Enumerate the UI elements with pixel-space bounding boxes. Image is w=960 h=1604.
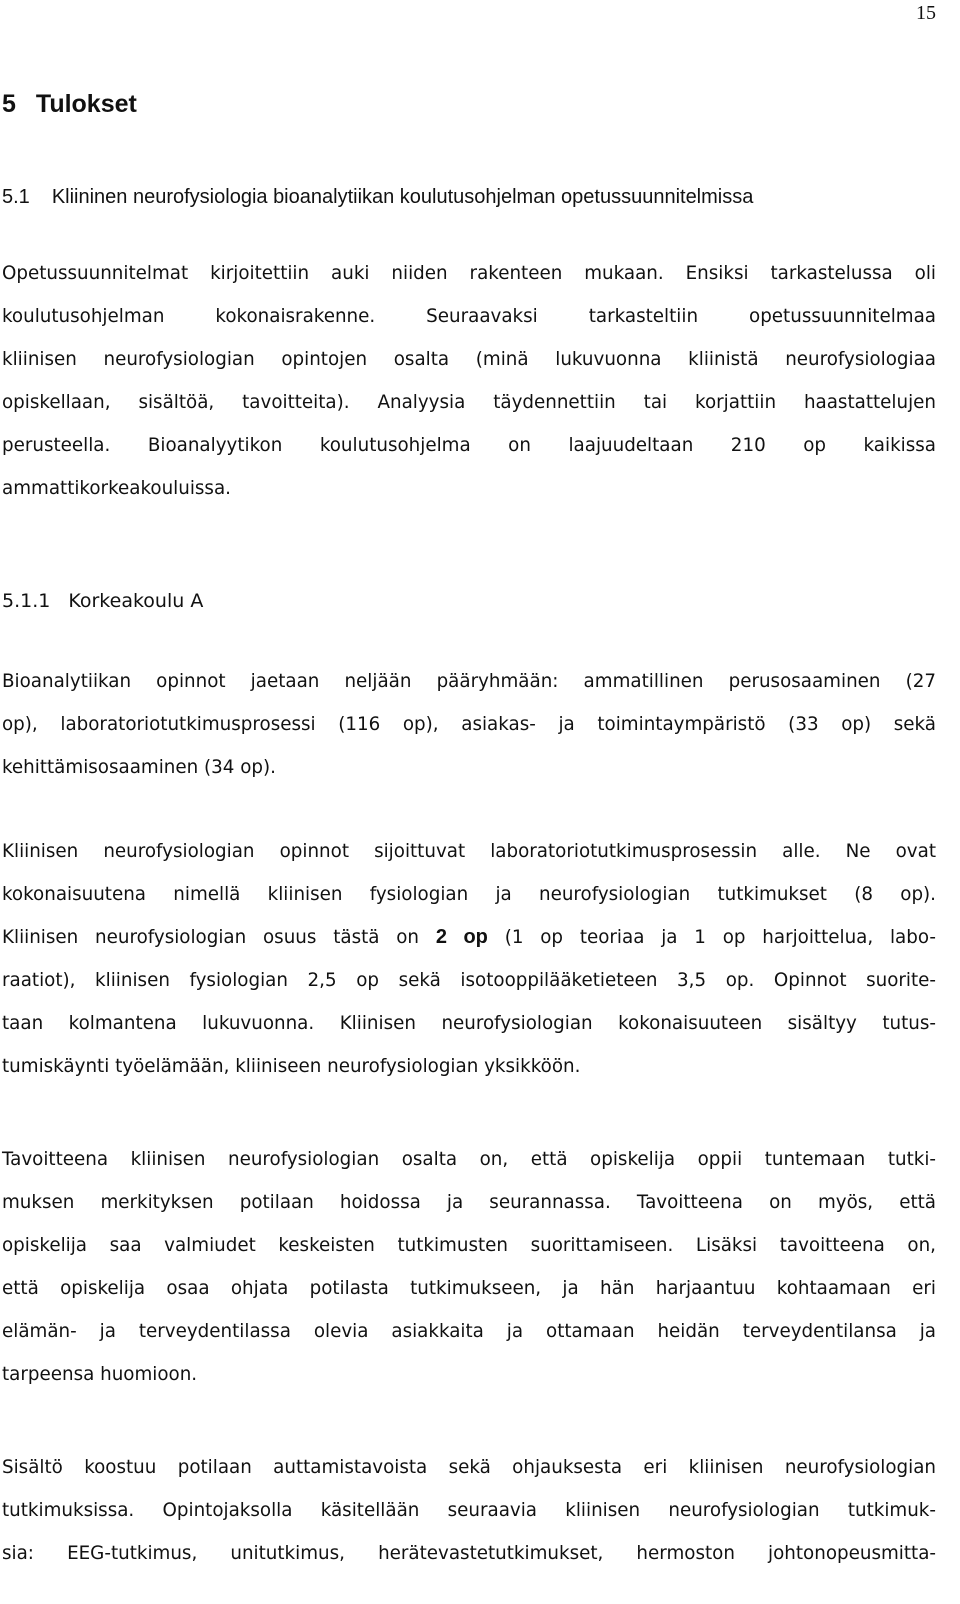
text-line: sia: EEG-tutkimus, unitutkimus, herätevastetutkimukset, hermoston johtonopeusmitta- [2, 1543, 936, 1564]
paragraph-objectives [2, 1138, 936, 1396]
chapter-number: 5 [2, 90, 16, 118]
text-line: Tavoitteena kliinisen neurofysiologian osalta on, että opiskelija oppii tuntemaan tutki- [2, 1149, 936, 1170]
text-line [2, 916, 936, 959]
text-line: opiskellaan, sisältöä, tavoitteita). Analyysia täydennettiin tai korjattiin haastattelujen [2, 392, 936, 413]
subsection-title: Korkeakoulu A [68, 590, 204, 612]
text-line: Kliinisen neurofysiologian opinnot sijoittuvat laboratoriotutkimusprosessin alle. Ne ovat [2, 841, 936, 862]
text-line: tarpeensa huomioon. [2, 1364, 198, 1385]
subsection-number: 5.1.1 [2, 590, 51, 612]
section-title: Kliininen neurofysiologia bioanalytiikan koulutusohjelman opetussuunnitelmissa [51, 186, 754, 208]
text-line: koulutusohjelman kokonaisrakenne. Seuraavaksi tarkasteltiin opetussuunnitelmaa [2, 306, 936, 327]
text-line: Sisältö koostuu potilaan auttamistavoista sekä ohjauksesta eri kliinisen neurofysiologian [2, 1457, 936, 1478]
text-fragment: (1 op teoriaa ja 1 op harjoittelua, labo- [487, 927, 936, 948]
subsection-heading [2, 590, 203, 612]
text-line: tutkimuksissa. Opintojaksolla käsitellään seuraavia kliinisen neurofysiologian tutkimuk- [2, 1500, 936, 1521]
page-number: 15 [916, 2, 936, 24]
paragraph-neurophysiology-studies [2, 830, 936, 1088]
text-line: Bioanalytiikan opinnot jaetaan neljään pääryhmään: ammatillinen perusosaaminen (27 [2, 671, 936, 692]
bold-credit-amount: 2 op [435, 926, 488, 948]
paragraph-study-groups [2, 660, 936, 789]
text-line: tumiskäynti työelämään, kliiniseen neurofysiologian yksikköön. [2, 1056, 581, 1077]
paragraph-content [2, 1446, 936, 1575]
paragraph-intro [2, 252, 936, 510]
text-line: raatiot), kliinisen fysiologian 2,5 op sekä isotooppilääketieteen 3,5 op. Opinnot suorite- [2, 970, 936, 991]
text-line: Opetussuunnitelmat kirjoitettiin auki niiden rakenteen mukaan. Ensiksi tarkastelussa oli [2, 263, 936, 284]
text-line: elämän- ja terveydentilassa olevia asiakkaita ja ottamaan heidän terveydentilansa ja [2, 1321, 936, 1342]
text-line: perusteella. Bioanalyytikon koulutusohjelma on laajuudeltaan 210 op kaikissa [2, 435, 936, 456]
section-number: 5.1 [2, 186, 30, 208]
chapter-title: Tulokset [35, 90, 137, 118]
text-line: kehittämisosaaminen (34 op). [2, 757, 276, 778]
text-line: muksen merkityksen potilaan hoidossa ja seurannassa. Tavoitteena on myös, että [2, 1192, 936, 1213]
chapter-heading [2, 90, 137, 119]
text-line: kliinisen neurofysiologian opintojen osalta (minä lukuvuonna kliinistä neurofysiologiaa [2, 349, 936, 370]
text-line: kokonaisuutena nimellä kliinisen fysiologian ja neurofysiologian tutkimukset (8 op). [2, 884, 936, 905]
text-fragment: Kliinisen neurofysiologian osuus tästä on [2, 927, 436, 948]
text-line: op), laboratoriotutkimusprosessi (116 op), asiakas- ja toimintaympäristö (33 op) sekä [2, 714, 936, 735]
text-line: taan kolmantena lukuvuonna. Kliinisen neurofysiologian kokonaisuuteen sisältyy tutus- [2, 1013, 936, 1034]
text-line: ammattikorkeakouluissa. [2, 478, 231, 499]
text-line: opiskelija saa valmiudet keskeisten tutkimusten suorittamiseen. Lisäksi tavoitteena on, [2, 1235, 936, 1256]
text-line: että opiskelija osaa ohjata potilasta tutkimukseen, ja hän harjaantuu kohtaamaan eri [2, 1278, 936, 1299]
section-heading [2, 186, 753, 209]
